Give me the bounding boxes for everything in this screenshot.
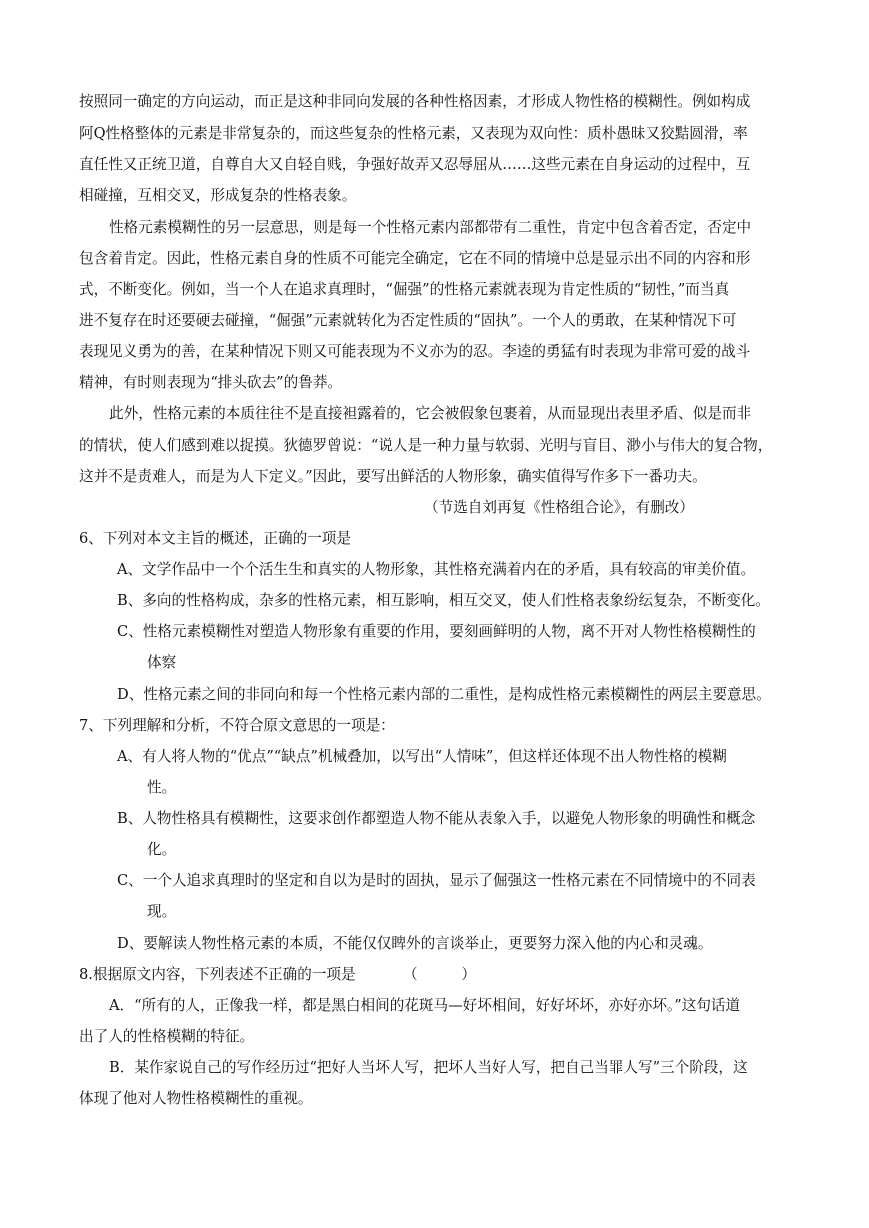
passage-line: 这并不是责难人，而是为人下定义。”因此，要写出鲜活的人物形象，确实值得写作多下一番功夫。	[79, 468, 707, 485]
question-6-option-d: D、性格元素之间的非同向和每一个性格元素内部的二重性，是构成性格元素模糊性的两层主要意思。	[117, 686, 771, 703]
passage-line: 的情状，使人们感到难以捉摸。狄德罗曾说：“说人是一种力量与软弱、光明与盲目、渺小与伟大的复合物，	[79, 437, 773, 454]
question-6-option-a: A、文学作品中一个个活生生和真实的人物形象，其性格充满着内在的矛盾，具有较高的审美价值。	[117, 561, 756, 578]
question-7-option-c-cont: 现。	[147, 903, 177, 920]
question-7-option-a-cont: 性。	[147, 779, 177, 796]
passage-line: 包含着肯定。因此，性格元素自身的性质不可能完全确定，它在不同的情境中总是显示出不同的内容和形	[79, 250, 751, 267]
question-8-option-b: B．某作家说自己的写作经历过“把好人当坏人写，把坏人当好人写，把自己当罪人写”三个阶段，这	[109, 1059, 748, 1076]
passage-line: 精神，有时则表现为“排头砍去”的鲁莽。	[79, 374, 343, 391]
passage-line: 阿Q性格整体的元素是非常复杂的，而这些复杂的性格元素，又表现为双向性：质朴愚昧又狡黠圆滑，率	[79, 125, 748, 142]
question-8-answer-parens: （ ）	[403, 966, 476, 983]
question-7-option-a: A、有人将人物的“优点”“缺点”机械叠加，以写出“人情味”，但这样还体现不出人物性格的模糊	[117, 748, 727, 765]
question-6-option-b: B、多向的性格构成，杂多的性格元素，相互影响，相互交叉，使人们性格表象纷纭复杂，不断变化。	[117, 592, 770, 609]
passage-line: 式，不断变化。例如，当一个人在追求真理时，“倔强”的性格元素就表现为肯定性质的“韧性，”而当真	[79, 281, 730, 298]
passage-line: 此外，性格元素的本质往往不是直接袒露着的，它会被假象包裹着，从而显现出表里矛盾、似是而非	[109, 405, 752, 422]
question-8-stem: 8.根据原文内容，下列表述不正确的一项是	[79, 966, 356, 983]
passage-line: 进不复存在时还要硬去碰撞，“倔强”元素就转化为否定性质的“固执”。一个人的勇敢，在某种情况下可	[79, 312, 737, 329]
question-6-option-c: C、性格元素模糊性对塑造人物形象有重要的作用，要刻画鲜明的人物，离不开对人物性格模糊性的	[117, 623, 756, 640]
passage-line: 直任性又正统卫道，自尊自大又自轻自贱，争强好故弄又忍辱屈从……这些元素在自身运动的过程中，互	[79, 156, 751, 173]
passage-line: 相碰撞，互相交叉，形成复杂的性格表象。	[79, 187, 357, 204]
passage-line: 按照同一确定的方向运动，而正是这种非同向发展的各种性格因素，才形成人物性格的模糊性。例如构成	[79, 93, 751, 110]
question-8-option-b-cont: 体现了他对人物性格模糊性的重视。	[79, 1090, 313, 1107]
passage-source: （节选自刘再复《性格组合论》，有删改）	[424, 499, 694, 516]
passage-line: 性格元素模糊性的另一层意思，则是每一个性格元素内部都带有二重性，肯定中包含着否定，否定中	[109, 219, 752, 236]
question-7-stem: 7、下列理解和分析，不符合原文意思的一项是：	[79, 717, 395, 734]
question-7-option-d: D、要解读人物性格元素的本质，不能仅仅睥外的言谈举止，更要努力深入他的内心和灵魂。	[117, 935, 713, 952]
question-8-option-a: A．“所有的人，正像我一样，都是黑白相间的花斑马—好坏相间，好好坏坏，亦好亦坏。”这句话道	[109, 997, 741, 1014]
question-6-stem: 6、下列对本文主旨的概述，正确的一项是	[79, 530, 351, 547]
question-7-option-b-cont: 化。	[147, 841, 177, 858]
question-8-option-a-cont: 出了人的性格模糊的特征。	[79, 1028, 255, 1045]
passage-line: 表现见义勇为的善，在某种情况下则又可能表现为不义亦为的忍。李逵的勇猛有时表现为非常可爱的战斗	[79, 343, 751, 360]
question-6-option-c-cont: 体察	[147, 654, 177, 671]
question-7-option-c: C、一个人追求真理时的坚定和自以为是时的固执，显示了倔强这一性格元素在不同情境中的不同表	[117, 872, 756, 889]
question-7-option-b: B、人物性格具有模糊性，这要求创作都塑造人物不能从表象入手，以避免人物形象的明确性和概念	[117, 810, 756, 827]
